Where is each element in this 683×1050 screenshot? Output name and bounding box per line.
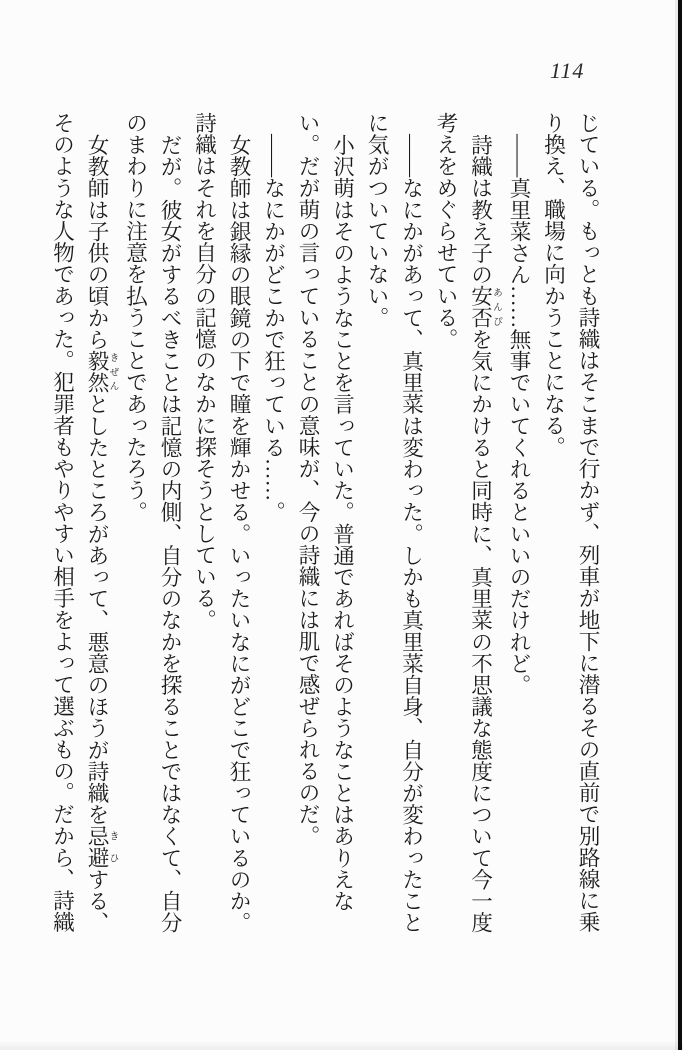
paragraph: じている。もっとも詩織はそこまで行かず、列車が地下に潜るその直前で別路線に乗り換え、職場に向かうことになる。 xyxy=(541,112,600,933)
paragraph: ――なにかがあって、真里菜は変わった。しかも真里菜自身、自分が変わったことに気がついていない。 xyxy=(365,112,424,933)
ruby-annotated-word: 毅然きぜん xyxy=(85,349,119,393)
paragraph: 女教師は子供の頃から毅然きぜんとしたところがあって、悪意のほうが詩織を忌避きひする、そのような人物であった。犯罪者もやりやすい相手をよって選ぶもの。だから、詩織 xyxy=(50,112,119,933)
paragraph: だが。彼女がするべきことは記憶の内側、自分のなかを探ることではなくて、自分のまわりに注意を払うことであったろう。 xyxy=(123,112,182,933)
paragraph: ――真里菜さん……無事でいてくれるといいのだけれど。 xyxy=(507,133,531,696)
page-text xyxy=(45,112,605,934)
paragraph: 詩織は教え子の安否あんぴを気にかけると同時に、真里菜の不思議な態度について今一度考えをめぐらせている。 xyxy=(434,112,502,933)
ruby-annotated-word: 安否あんぴ xyxy=(468,284,502,328)
page-edge-shadow xyxy=(678,0,682,1050)
paragraph: 女教師は銀縁の眼鏡の下で瞳を輝かせる。いったいなにがどこで狂っているのか。詩織はそれを自分の記憶のなかに探そうとしている。 xyxy=(192,112,251,933)
page-bottom-shadow xyxy=(0,1040,683,1050)
page-number: 114 xyxy=(550,58,585,83)
paragraph: ――なにかがどこかで狂っている……。 xyxy=(261,133,286,523)
ruby-annotated-word: 忌避きひ xyxy=(85,824,119,868)
paragraph: 小沢萌はそのようなことを言っていた。普通であればそのようなことはありえない。だが萌の言っていることの意味が、今の詩織には肌で感ぜられるのだ。 xyxy=(296,112,355,912)
